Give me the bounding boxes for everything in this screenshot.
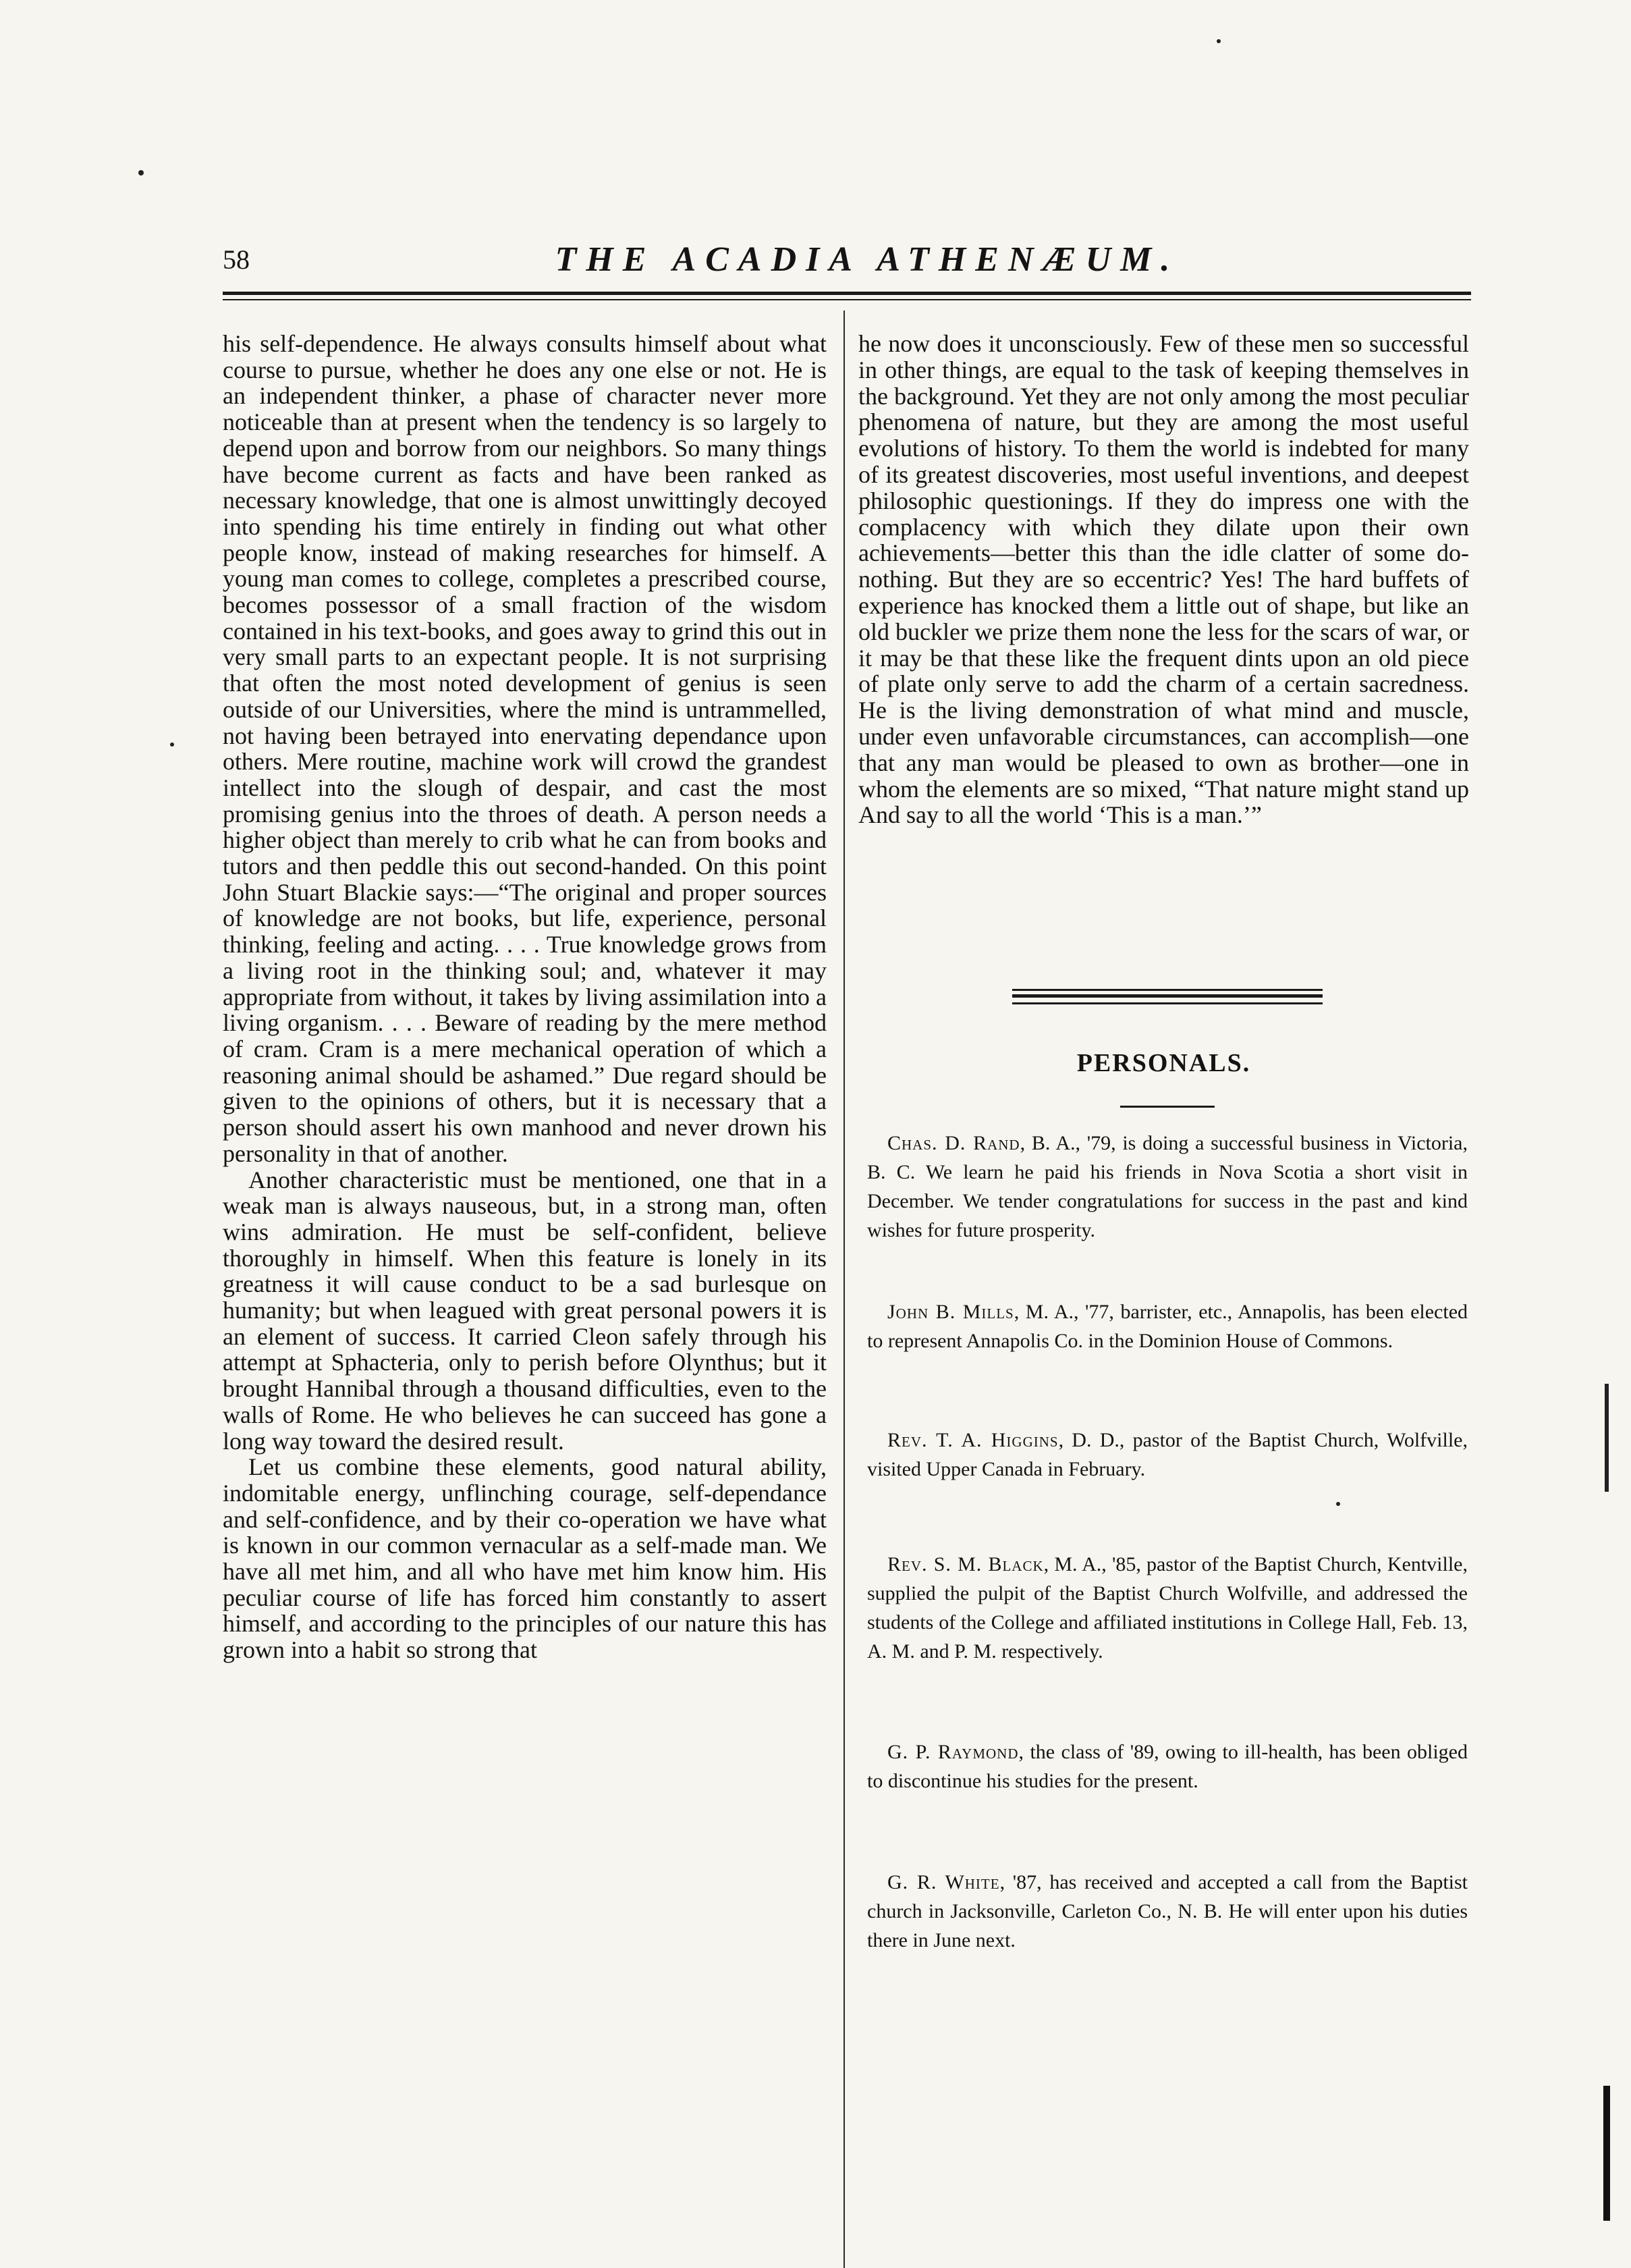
personal-text: , '87, has received and accepted a call from the Baptist church in Jacksonville, Carleton Co., N. B. He will enter upon his duties there in June next. bbox=[867, 1871, 1468, 1951]
section-ornament bbox=[1012, 994, 1323, 998]
personal-name: Chas. D. Rand bbox=[887, 1132, 1020, 1154]
personal-text: , D. D., pastor of the Baptist Church, Wolfville, visited Upper Canada in February. bbox=[867, 1429, 1468, 1480]
personal-text: , M. A., '77, barrister, etc., Annapolis, has been elected to represent Annapolis Co. in the Dominion House of Commons. bbox=[867, 1301, 1468, 1352]
personal-name: Rev. S. M. Black bbox=[887, 1553, 1044, 1575]
section-ornament bbox=[1012, 989, 1323, 991]
scan-margin-mark bbox=[1605, 1384, 1609, 1492]
right-column bbox=[858, 331, 1469, 828]
personal-name: John B. Mills bbox=[887, 1301, 1014, 1323]
personal-name: Rev. T. A. Higgins bbox=[887, 1429, 1059, 1451]
left-column bbox=[223, 331, 827, 1663]
print-speck bbox=[138, 170, 144, 176]
page-number: 58 bbox=[223, 244, 250, 275]
personal-text: , the class of '89, owing to ill-health, has been obliged to discontinue his studies for the present. bbox=[867, 1741, 1468, 1792]
heading-rule bbox=[1120, 1106, 1215, 1108]
essay-paragraph: Another characteristic must be mentioned, one that in a weak man is always nauseous, but, in a strong man, often wins admiration. He must be self-confident, believe thoroughly in himself. When this feature is lonely in its greatness it will cause conduct to be a sad burlesque on humanity; but when leagued with great personal powers it is an element of success. It carried Cleon safely through his attempt at Sphacteria, only to perish before Olynthus; but it brought Hannibal through a thousand difficulties, even to the walls of Rome. He who believes he can succeed has gone a long way toward the desired result. bbox=[223, 1166, 827, 1455]
print-speck bbox=[1217, 39, 1221, 43]
print-speck bbox=[1336, 1502, 1340, 1506]
essay-continuation: he now does it unconsciously. Few of these men so successful in other things, are equal to the task of keeping themselves in the background. Yet they are not only among the most peculiar phenomena of nature, but they are among the most useful evolutions of history. To them the world is indebted for many of its greatest discoveries, most useful inventions, and deepest philosophic questionings. If they do impress one with the complacency with which they dilate upon their own achievements—better this than the idle clatter of some do-nothing. But they are so eccentric? Yes! The hard buffets of experience has knocked them a little out of shape, but like an old buckler we prize them none the less for the scars of war, or it may be that these like the frequent dints upon an old piece of plate only serve to add the charm of a certain sacredness. He is the living demonstration of what mind and muscle, under even unfavorable circumstances, can accomplish—one that any man would be pleased to own as brother—one in whom the elements are so mixed, “That nature might stand up And say to all the world ‘This is a man.’” bbox=[858, 330, 1469, 829]
personal-text: , M. A., '85, pastor of the Baptist Church, Kentville, supplied the pulpit of the Baptist Church Wolfville, and addressed the students of the College and affiliated institutions in College Hall, Feb. 13, A. M. and P. M. respectively. bbox=[867, 1553, 1468, 1663]
section-ornament bbox=[1012, 1002, 1323, 1004]
essay-paragraph: his self-dependence. He always consults himself about what course to pursue, whether he does any one else or not. He is an independent thinker, a phase of character never more noticeable than at present when the tendency is so largely to depend upon and borrow from our neighbors. So many things have become current as facts and have been ranked as necessary knowledge, that one is almost unwittingly decoyed into spending his time entirely in finding out what other people know, instead of making researches for himself. A young man comes to college, completes a prescribed course, becomes possessor of a small fraction of the wisdom contained in his text-books, and goes away to grind this out in very small parts to an expectant people. It is not surprising that often the most noted development of genius is seen outside of our Universities, where the mind is untrammelled, not having been betrayed into enervating dependance upon others. Mere routine, machine work will crowd the grandest intellect into the slough of despair, and cast the most promising genius into the throes of death. A person needs a higher object than merely to crib what he can from books and tutors and then peddle this out second-handed. On this point John Stuart Blackie says:—“The original and proper sources of knowledge are not books, but life, experience, personal thinking, feeling and acting. . . . True knowledge grows from a living root in the thinking soul; and, whatever it may appropriate from without, it takes by living assimilation into a living organism. . . . Beware of reading by the mere method of cram. Cram is a mere mechanical operation of which a reasoning animal should be ashamed.” Due regard should be given to the opinions of others, but it is necessary that a person should assert his own manhood and never drown his personality in that of another. bbox=[223, 330, 827, 1167]
personal-name: G. R. White bbox=[887, 1871, 1000, 1893]
print-speck bbox=[170, 742, 174, 747]
journal-title: THE ACADIA ATHENÆUM. bbox=[555, 240, 1180, 279]
personal-item bbox=[867, 1550, 1468, 1666]
essay-paragraph: Let us combine these elements, good natural ability, indomitable energy, unflinching courage, self-dependance and self-confidence, and by their co-operation we have what is known in our common vernacular as a self-made man. We have all met him, and all who have met him know him. His peculiar course of life has forced him constantly to assert himself, and according to the principles of our nature this has grown into a habit so strong that bbox=[223, 1453, 827, 1664]
header-rule bbox=[223, 299, 1471, 300]
personal-item bbox=[867, 1129, 1468, 1245]
personal-item bbox=[867, 1868, 1468, 1955]
personal-item bbox=[867, 1297, 1468, 1355]
personal-item bbox=[867, 1426, 1468, 1484]
header-rule bbox=[223, 292, 1471, 295]
personal-text: , B. A., '79, is doing a successful business in Victoria, B. C. We learn he paid his friends in Nova Scotia a short visit in December. We tender congratulations for success in the past and kind wishes for future prosperity. bbox=[867, 1132, 1468, 1241]
scan-margin-mark bbox=[1603, 2086, 1610, 2221]
personal-item bbox=[867, 1737, 1468, 1796]
personal-name: G. P. Raymond bbox=[887, 1741, 1019, 1763]
personals-heading: PERSONALS. bbox=[1076, 1049, 1251, 1077]
page-header bbox=[223, 240, 1471, 280]
column-divider bbox=[844, 310, 845, 2268]
